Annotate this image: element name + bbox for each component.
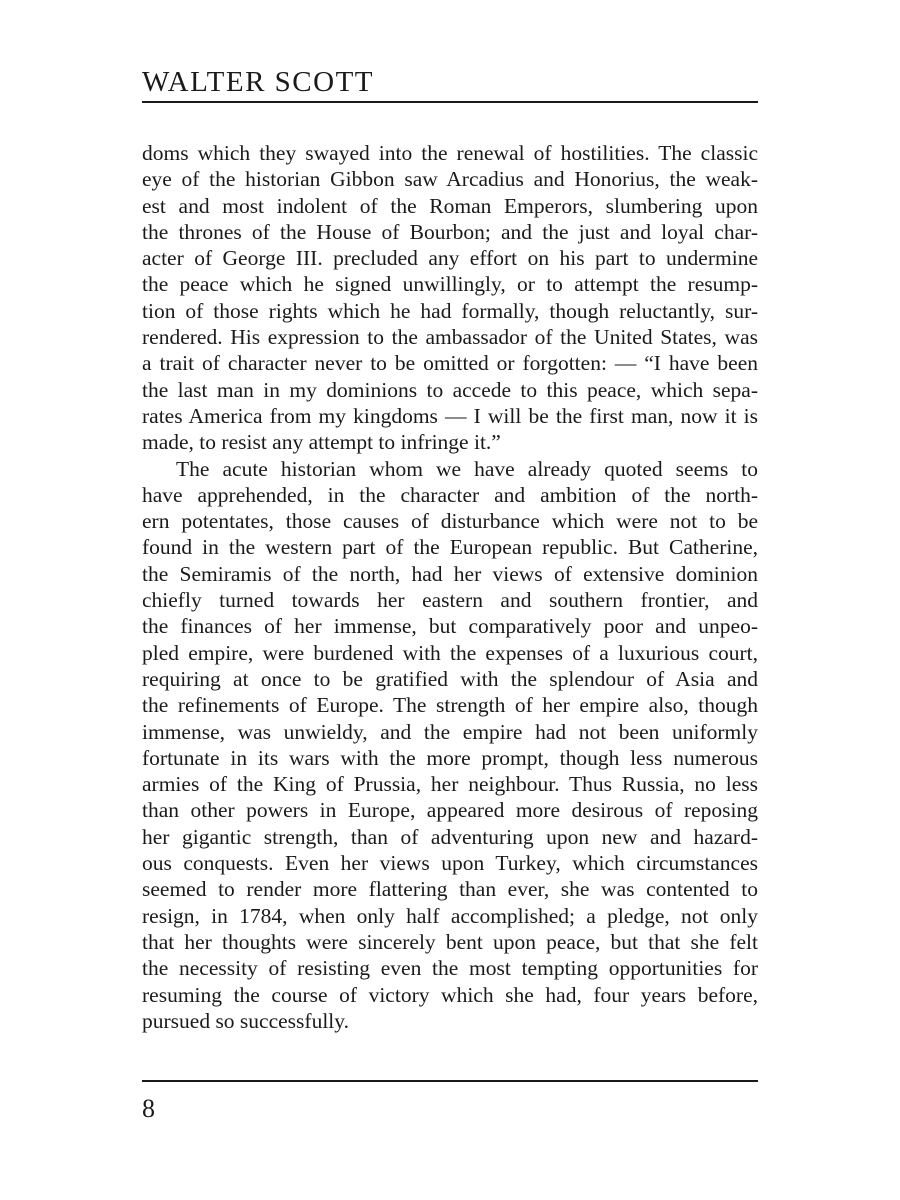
page-number: 8: [142, 1094, 155, 1123]
text-line: a trait of character never to be omitted or forgotten: — “I have been: [142, 351, 758, 376]
text-line: immense, was unwieldy, and the empire had not been uniformly: [142, 719, 758, 744]
text-line: made, to resist any attempt to infringe it.”: [142, 430, 501, 455]
text-line: resign, in 1784, when only half accomplished; a pledge, not only: [142, 903, 758, 928]
text-line: eye of the historian Gibbon saw Arcadius and Honorius, the weak-: [142, 167, 758, 192]
text-line: seemed to render more flattering than ever, she was contented to: [142, 877, 758, 902]
text-line: resuming the course of victory which she had, four years before,: [142, 982, 758, 1007]
text-line: requiring at once to be gratified with the splendour of Asia and: [142, 666, 758, 691]
header-rule: [142, 101, 758, 103]
text-line: rates America from my kingdoms — I will be the first man, now it is: [142, 403, 758, 428]
text-line: est and most indolent of the Roman Emperors, slumbering upon: [142, 193, 758, 218]
paragraph: [142, 456, 758, 1035]
footer-rule: [142, 1080, 758, 1082]
text-line: found in the western part of the European republic. But Catherine,: [142, 535, 758, 560]
text-line: acter of George III. precluded any effort on his part to undermine: [142, 246, 758, 271]
text-line: rendered. His expression to the ambassador of the United States, was: [142, 325, 758, 350]
running-head: WALTER SCOTT: [142, 66, 375, 98]
body-text: [142, 140, 758, 1034]
text-line: her gigantic strength, than of adventuring upon new and hazard-: [142, 824, 758, 849]
text-line: that her thoughts were sincerely bent upon peace, but that she felt: [142, 929, 758, 954]
paragraph: [142, 140, 758, 456]
text-line: pled empire, were burdened with the expenses of a luxurious court,: [142, 640, 758, 665]
text-line: pursued so successfully.: [142, 1008, 350, 1033]
text-line: the Semiramis of the north, had her views of extensive dominion: [142, 561, 758, 586]
text-line: the finances of her immense, but comparatively poor and unpeo-: [142, 614, 758, 639]
text-line: the thrones of the House of Bourbon; and the just and loyal char-: [142, 219, 758, 244]
text-line: The acute historian whom we have already quoted seems to: [176, 456, 758, 481]
text-line: doms which they swayed into the renewal of hostilities. The classic: [142, 141, 758, 165]
text-line: fortunate in its wars with the more prompt, though less numerous: [142, 745, 758, 770]
text-line: ous conquests. Even her views upon Turkey, which circumstances: [142, 851, 758, 876]
text-line: than other powers in Europe, appeared more desirous of reposing: [142, 798, 758, 823]
text-line: chiefly turned towards her eastern and southern frontier, and: [142, 588, 758, 613]
text-line: the necessity of resisting even the most tempting opportunities for: [142, 956, 758, 981]
text-line: the last man in my dominions to accede to this peace, which sepa-: [142, 377, 758, 402]
text-line: the refinements of Europe. The strength of her empire also, though: [142, 693, 758, 718]
text-line: the peace which he signed unwillingly, or to attempt the resump-: [142, 272, 758, 297]
text-line: have apprehended, in the character and ambition of the north-: [142, 482, 758, 507]
text-line: ern potentates, those causes of disturbance which were not to be: [142, 509, 758, 534]
text-line: armies of the King of Prussia, her neighbour. Thus Russia, no less: [142, 772, 758, 797]
text-line: tion of those rights which he had formally, though reluctantly, sur-: [142, 298, 758, 323]
